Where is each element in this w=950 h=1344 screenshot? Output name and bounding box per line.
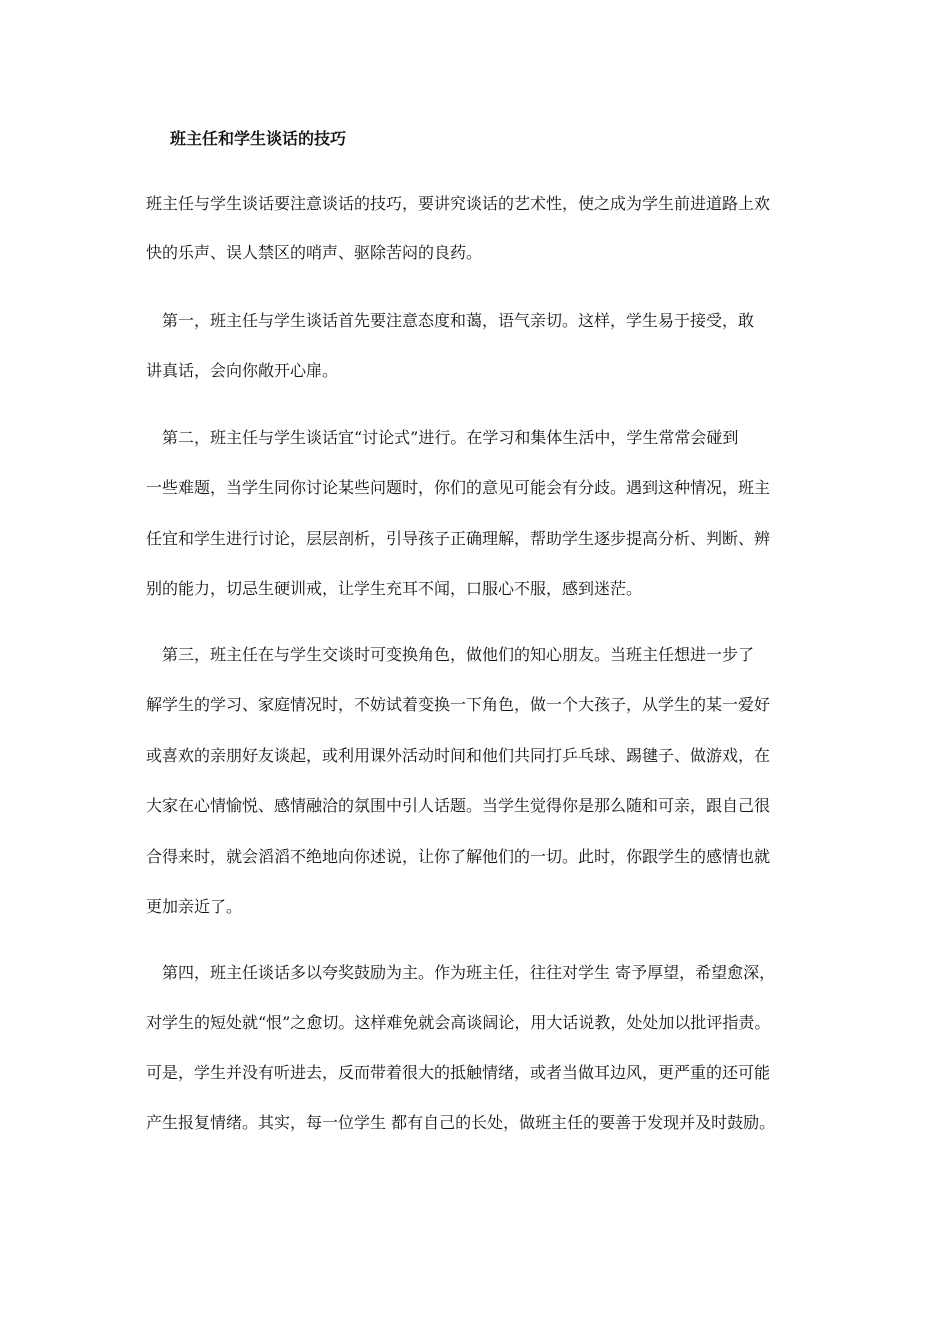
text-line: 更加亲近了。 [146, 897, 243, 916]
text-line: 快的乐声、误人禁区的哨声、驱除苦闷的良药。 [146, 243, 483, 262]
text-line: 解学生的学习、家庭情况时，不妨试着变换一下角色，做一个大孩子，从学生的某一爱好 [146, 695, 771, 714]
text-line: 或喜欢的亲朋好友谈起，或利用课外活动时间和他们共同打乒乓球、踢毽子、做游戏，在 [146, 746, 771, 765]
text-line: 产生报复情绪。其实，每一位学生 都有自己的长处，做班主任的要善于发现并及时鼓励。 [146, 1113, 776, 1132]
text-line: 第四，班主任谈话多以夸奖鼓励为主。作为班主任，往往对学生 寄予厚望，希望愈深， [146, 963, 776, 982]
text-line: 合得来时，就会滔滔不绝地向你述说，让你了解他们的一切。此时，你跟学生的感情也就 [146, 847, 771, 866]
text-line: 第三，班主任在与学生交谈时可变换角色，做他们的知心朋友。当班主任想进一步了 [146, 645, 755, 664]
text-line: 讲真话，会向你敞开心扉。 [146, 361, 339, 380]
text-line: 第二，班主任与学生谈话宜“讨论式”进行。在学习和集体生活中，学生常常会碰到 [146, 428, 739, 447]
text-line: 第一，班主任与学生谈话首先要注意态度和蔼，语气亲切。这样，学生易于接受，敢 [146, 311, 755, 330]
text-line: 任宜和学生进行讨论，层层剖析，引导孩子正确理解，帮助学生逐步提高分析、判断、辨 [146, 529, 771, 548]
text-line: 可是，学生并没有听进去，反而带着很大的抵触情绪，或者当做耳边风，更严重的还可能 [146, 1063, 771, 1082]
text-line: 大家在心情愉悦、感情融洽的氛围中引人话题。当学生觉得你是那么随和可亲，跟自己很 [146, 796, 771, 815]
text-line: 对学生的短处就“恨”之愈切。这样难免就会高谈阔论，用大话说教，处处加以批评指责。 [146, 1013, 771, 1032]
text-line: 一些难题，当学生同你讨论某些问题时，你们的意见可能会有分歧。遇到这种情况，班主 [146, 478, 771, 497]
text-line: 别的能力，切忌生硬训戒，让学生充耳不闻，口服心不服，感到迷茫。 [146, 579, 643, 598]
document-title: 班主任和学生谈话的技巧 [170, 129, 347, 148]
text-line: 班主任与学生谈话要注意谈话的技巧，要讲究谈话的艺术性，使之成为学生前进道路上欢 [146, 194, 771, 213]
